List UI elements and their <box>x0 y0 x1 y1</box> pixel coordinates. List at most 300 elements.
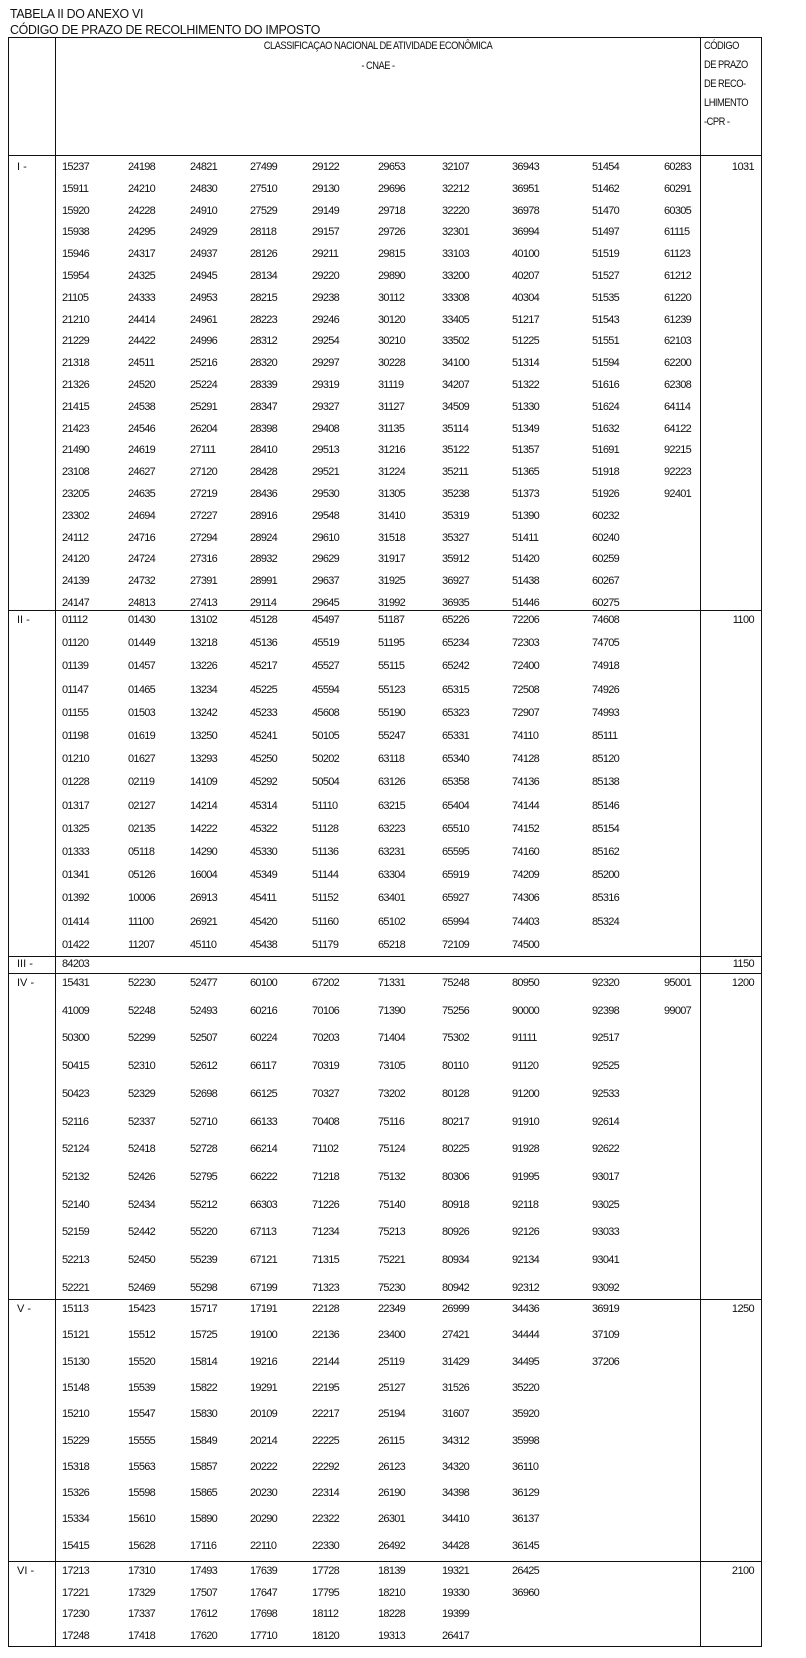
cnae-code: 20109 <box>250 1408 278 1421</box>
cnae-code: 60267 <box>592 575 620 588</box>
cnae-code: 92525 <box>592 1060 620 1073</box>
cpr-header-line: LHIMENTO <box>704 97 749 109</box>
cnae-code: 31410 <box>378 509 406 522</box>
cnae-code: 74926 <box>592 683 620 696</box>
cnae-code: 51691 <box>592 444 620 457</box>
cnae-code: 24813 <box>128 597 156 609</box>
cnae-code: 29297 <box>312 357 340 370</box>
cnae-code: 29246 <box>312 313 340 326</box>
cnae-code: 29130 <box>312 182 340 195</box>
cnae-code: 24635 <box>128 488 156 500</box>
group-divider <box>8 973 762 974</box>
cnae-code: 24996 <box>190 335 218 348</box>
cnae-code: 74136 <box>512 776 540 789</box>
cnae-code: 24724 <box>128 553 156 566</box>
cnae-code: 28436 <box>250 488 278 500</box>
cnae-code: 17493 <box>190 1565 218 1577</box>
cnae-code: 17191 <box>250 1303 278 1315</box>
group-label: III - <box>17 958 33 970</box>
cnae-code: 65226 <box>442 614 470 626</box>
cnae-code: 29211 <box>312 248 339 261</box>
cnae-code: 36129 <box>512 1487 540 1500</box>
cnae-code: 92118 <box>512 1198 539 1211</box>
cnae-code: 73202 <box>378 1087 406 1100</box>
cnae-code: 75213 <box>378 1226 406 1239</box>
cnae-code: 36960 <box>512 1586 540 1599</box>
cnae-code: 30228 <box>378 357 406 370</box>
cnae-code: 51438 <box>512 575 540 588</box>
cnae-code: 72303 <box>512 637 540 650</box>
cnae-code: 27294 <box>190 531 218 544</box>
cnae-code: 29513 <box>312 444 340 457</box>
cnae-code: 51543 <box>592 313 620 326</box>
cnae-code: 60232 <box>592 509 620 522</box>
cnae-code: 15547 <box>128 1408 156 1421</box>
cnae-code: 92622 <box>592 1143 620 1156</box>
cnae-code: 41009 <box>62 1004 90 1017</box>
cnae-code: 51411 <box>512 531 539 544</box>
cnae-code: 65102 <box>378 915 406 928</box>
cnae-code: 29408 <box>312 422 340 435</box>
cnae-code: 35327 <box>442 531 470 544</box>
cnae-code: 18112 <box>312 1608 339 1621</box>
cnae-code: 29610 <box>312 531 340 544</box>
cpr-code: 2100 <box>731 1565 754 1577</box>
cnae-code: 28347 <box>250 400 278 413</box>
cnae-code: 60291 <box>664 182 692 195</box>
cnae-code: 24139 <box>62 575 90 588</box>
cnae-code: 45349 <box>250 869 278 882</box>
cnae-code: 65927 <box>442 892 470 905</box>
cnae-code: 52310 <box>128 1060 156 1073</box>
cnae-code: 52230 <box>128 977 156 989</box>
cnae-code: 66133 <box>250 1115 278 1128</box>
cnae-code: 51128 <box>312 822 339 835</box>
cnae-code: 17710 <box>250 1630 278 1643</box>
cnae-code: 74403 <box>512 915 540 928</box>
cnae-code: 01341 <box>62 869 90 882</box>
cnae-code: 65323 <box>442 706 470 719</box>
cnae-code: 71315 <box>312 1254 340 1266</box>
cnae-code: 51330 <box>512 400 540 413</box>
cnae-code: 62308 <box>664 379 692 391</box>
cnae-code: 84203 <box>62 958 90 970</box>
cnae-code: 35211 <box>442 466 469 479</box>
cnae-code: 92401 <box>664 488 692 500</box>
cnae-code: 92320 <box>592 977 620 989</box>
cnae-code: 92223 <box>664 466 692 479</box>
cnae-code: 27227 <box>190 509 218 522</box>
cnae-code: 52329 <box>128 1087 156 1100</box>
cnae-code: 25291 <box>190 400 218 413</box>
cnae-code: 15423 <box>128 1303 156 1315</box>
cnae-code: 23108 <box>62 466 90 479</box>
cnae-code: 52299 <box>128 1032 156 1045</box>
cnae-code: 91120 <box>512 1060 539 1073</box>
cnae-code: 36145 <box>512 1539 540 1552</box>
cnae-code: 29238 <box>312 291 340 304</box>
cnae-header: CLASSIFICAÇAO NACIONAL DE ATIVIDADE ECONÔMICA <box>263 40 493 52</box>
cnae-code: 61123 <box>664 248 691 261</box>
cnae-code: 65595 <box>442 846 470 858</box>
cnae-code: 17795 <box>312 1586 340 1599</box>
cnae-code: 18228 <box>378 1608 406 1621</box>
cnae-code: 15229 <box>62 1434 90 1447</box>
cnae-code: 31135 <box>378 422 405 435</box>
cnae-code: 52213 <box>62 1254 90 1266</box>
cnae-code: 67202 <box>312 977 340 989</box>
cnae-code: 01449 <box>128 637 156 650</box>
cnae-code: 22136 <box>312 1329 340 1342</box>
cpr-column-divider <box>700 37 701 1647</box>
cnae-code: 74608 <box>592 614 620 626</box>
cnae-code: 15326 <box>62 1487 90 1500</box>
cnae-code: 37206 <box>592 1355 620 1368</box>
cnae-code: 01392 <box>62 892 90 905</box>
cnae-code: 28932 <box>250 553 278 566</box>
cnae-code: 71404 <box>378 1032 406 1045</box>
cnae-code: 65994 <box>442 915 470 928</box>
cnae-code: 52221 <box>62 1281 90 1294</box>
cnae-code: 24538 <box>128 400 156 413</box>
cnae-code: 15890 <box>190 1513 218 1526</box>
cnae-code: 74128 <box>512 753 540 766</box>
cnae-code: 28428 <box>250 466 278 479</box>
cnae-code: 72400 <box>512 660 540 673</box>
cnae-code: 27219 <box>190 488 218 500</box>
cnae-code: 35920 <box>512 1408 540 1421</box>
cnae-code: 27529 <box>250 204 278 217</box>
cnae-code: 52612 <box>190 1060 218 1073</box>
cnae-code: 15865 <box>190 1487 218 1500</box>
cnae-code: 74306 <box>512 892 540 905</box>
cnae-code: 22128 <box>312 1303 340 1315</box>
cnae-code: 22292 <box>312 1460 340 1473</box>
cnae-code: 36978 <box>512 204 540 217</box>
cnae-code: 91200 <box>512 1087 540 1100</box>
cnae-code: 18139 <box>378 1565 406 1577</box>
cnae-code: 01457 <box>128 660 156 673</box>
cnae-code: 60224 <box>250 1032 278 1045</box>
cnae-code: 31429 <box>442 1355 470 1368</box>
cnae-code: 28223 <box>250 313 278 326</box>
cnae-code: 22349 <box>378 1303 406 1315</box>
cnae-code: 80926 <box>442 1226 470 1239</box>
cnae-code: 45217 <box>250 660 278 673</box>
cnae-code: 45438 <box>250 938 278 951</box>
cnae-code: 52442 <box>128 1226 156 1239</box>
cnae-code: 26115 <box>378 1434 405 1447</box>
cnae-code: 52698 <box>190 1087 218 1100</box>
cnae-code: 14214 <box>190 799 218 812</box>
cnae-code: 52159 <box>62 1226 90 1239</box>
cnae-code: 27120 <box>190 466 218 479</box>
cnae-code: 34444 <box>512 1329 540 1342</box>
cnae-code: 35238 <box>442 488 470 500</box>
cnae-code: 20230 <box>250 1487 278 1500</box>
cnae-code: 29220 <box>312 270 340 282</box>
cnae-code: 67121 <box>250 1254 278 1266</box>
cnae-code: 65234 <box>442 637 470 650</box>
cnae-code: 15814 <box>190 1355 218 1368</box>
cnae-code: 15318 <box>62 1460 90 1473</box>
table-subtitle: CÓDIGO DE PRAZO DE RECOLHIMENTO DO IMPOSTO <box>10 22 321 37</box>
cnae-code: 13218 <box>190 637 218 650</box>
cnae-code: 45250 <box>250 753 278 766</box>
cnae-code: 27421 <box>442 1329 470 1342</box>
cnae-code: 51527 <box>592 270 620 282</box>
cnae-code: 22195 <box>312 1381 340 1394</box>
cnae-code: 45519 <box>312 637 340 650</box>
cnae-code: 25127 <box>378 1381 406 1394</box>
cnae-code: 45233 <box>250 706 278 719</box>
cnae-code: 60100 <box>250 977 278 989</box>
cnae-code: 51349 <box>512 422 540 435</box>
cnae-code: 55190 <box>378 706 406 719</box>
cnae-code: 80934 <box>442 1254 470 1266</box>
cnae-code: 30112 <box>378 291 405 304</box>
cnae-code: 80128 <box>442 1087 470 1100</box>
cnae-code: 01333 <box>62 846 90 858</box>
cnae-code: 93025 <box>592 1198 620 1211</box>
cnae-code: 15717 <box>190 1303 218 1315</box>
cnae-code: 35319 <box>442 509 470 522</box>
cnae-code: 15946 <box>62 248 90 261</box>
cnae-code: 93033 <box>592 1226 620 1239</box>
cnae-code: 28134 <box>250 270 278 282</box>
cnae-code: 45241 <box>250 730 278 742</box>
cnae-code: 51217 <box>512 313 540 326</box>
cnae-code: 45594 <box>312 683 340 696</box>
cnae-code: 21210 <box>62 313 90 326</box>
cnae-code: 70319 <box>312 1060 340 1073</box>
cnae-code: 51624 <box>592 400 620 413</box>
cnae-code: 22225 <box>312 1434 340 1447</box>
cnae-code: 17337 <box>128 1608 156 1621</box>
cnae-code: 15830 <box>190 1408 218 1421</box>
cnae-code: 45314 <box>250 799 278 812</box>
cnae-code: 17230 <box>62 1608 90 1621</box>
cnae-code: 31305 <box>378 488 406 500</box>
cnae-code: 13226 <box>190 660 218 673</box>
cnae-code: 15822 <box>190 1381 218 1394</box>
cnae-code: 21229 <box>62 335 90 348</box>
cnae-code: 26999 <box>442 1303 470 1315</box>
cnae-code: 19399 <box>442 1608 470 1621</box>
cnae-code: 52116 <box>62 1115 89 1128</box>
cnae-code: 34398 <box>442 1487 470 1500</box>
cnae-code: 24520 <box>128 379 156 391</box>
cnae-code: 24937 <box>190 248 218 261</box>
cnae-code: 27316 <box>190 553 218 566</box>
cnae-code: 13242 <box>190 706 218 719</box>
cnae-code: 30120 <box>378 313 406 326</box>
group-divider <box>8 155 762 156</box>
cnae-code: 29696 <box>378 182 406 195</box>
table-title: TABELA II DO ANEXO VI <box>10 6 144 21</box>
cnae-code: 71390 <box>378 1004 406 1017</box>
cnae-code: 61115 <box>664 226 690 239</box>
cnae-code: 13293 <box>190 753 218 766</box>
cnae-code: 63215 <box>378 799 406 812</box>
cnae-code: 51365 <box>512 466 540 479</box>
cnae-code: 15237 <box>62 161 90 173</box>
cnae-code: 15415 <box>62 1539 90 1552</box>
cnae-code: 11100 <box>128 915 154 928</box>
cnae-code: 17507 <box>190 1586 218 1599</box>
cnae-code: 31607 <box>442 1408 470 1421</box>
cnae-code: 25194 <box>378 1408 406 1421</box>
cnae-code: 75124 <box>378 1143 406 1156</box>
cnae-code: 29149 <box>312 204 340 217</box>
cnae-code: 29718 <box>378 204 406 217</box>
cnae-code: 92517 <box>592 1032 620 1045</box>
cnae-code: 33103 <box>442 248 470 261</box>
cnae-code: 85111 <box>592 730 618 742</box>
cnae-code: 74209 <box>512 869 540 882</box>
cnae-code: 45292 <box>250 776 278 789</box>
cnae-code: 74705 <box>592 637 620 650</box>
cnae-code: 15954 <box>62 270 90 282</box>
cnae-code: 28320 <box>250 357 278 370</box>
cnae-code: 27510 <box>250 182 278 195</box>
cnae-code: 92134 <box>512 1254 540 1266</box>
cnae-code: 21415 <box>62 400 90 413</box>
cnae-code: 71234 <box>312 1226 340 1239</box>
cnae-code: 67113 <box>250 1226 277 1239</box>
cnae-code: 63126 <box>378 776 406 789</box>
group-label: II - <box>17 614 30 626</box>
cnae-code: 63118 <box>378 753 405 766</box>
cnae-code: 65510 <box>442 822 470 835</box>
cnae-code: 60275 <box>592 597 620 609</box>
cnae-code: 29645 <box>312 597 340 609</box>
cnae-code: 28215 <box>250 291 278 304</box>
cnae-code: 29637 <box>312 575 340 588</box>
cnae-code: 21490 <box>62 444 90 457</box>
cnae-code: 33405 <box>442 313 470 326</box>
cnae-code: 20222 <box>250 1460 278 1473</box>
cnae-code: 28410 <box>250 444 278 457</box>
cnae-code: 20290 <box>250 1513 278 1526</box>
cnae-code: 32107 <box>442 161 470 173</box>
cnae-code: 01619 <box>128 730 156 742</box>
cnae-code: 51136 <box>312 846 339 858</box>
cnae-code: 24325 <box>128 270 156 282</box>
cnae-code: 52248 <box>128 1004 156 1017</box>
cnae-code: 51632 <box>592 422 620 435</box>
cnae-code: 31526 <box>442 1381 470 1394</box>
cnae-code: 29653 <box>378 161 406 173</box>
cnae-code: 16004 <box>190 869 218 882</box>
cnae-code: 22144 <box>312 1355 340 1368</box>
cnae-code: 05126 <box>128 869 156 882</box>
cnae-code: 13102 <box>190 614 218 626</box>
cnae-code: 62200 <box>664 357 692 370</box>
cnae-code: 52728 <box>190 1143 218 1156</box>
cnae-code: 55239 <box>190 1254 218 1266</box>
cnae-code: 18120 <box>312 1630 340 1643</box>
cnae-code: 70408 <box>312 1115 340 1128</box>
cnae-code: 15857 <box>190 1460 218 1473</box>
cnae-code: 71218 <box>312 1170 340 1183</box>
cnae-code: 29157 <box>312 226 340 239</box>
cnae-code: 45136 <box>250 637 278 650</box>
cnae-code: 17612 <box>190 1608 218 1621</box>
cnae-code: 85324 <box>592 915 620 928</box>
cnae-code: 40100 <box>512 248 540 261</box>
cnae-code: 52132 <box>62 1170 90 1183</box>
cnae-code: 80110 <box>442 1060 469 1073</box>
cnae-code: 51616 <box>592 379 620 391</box>
cnae-code: 24627 <box>128 466 156 479</box>
cnae-code: 72907 <box>512 706 540 719</box>
cnae-code: 64114 <box>664 400 691 413</box>
cnae-code: 65331 <box>442 730 470 742</box>
cnae-code: 22217 <box>312 1408 340 1421</box>
cnae-code: 51322 <box>512 379 540 391</box>
cnae-code: 55298 <box>190 1281 218 1294</box>
cnae-code: 17418 <box>128 1630 156 1643</box>
cnae-code: 13250 <box>190 730 218 742</box>
cnae-code: 51225 <box>512 335 540 348</box>
cnae-code: 19216 <box>250 1355 278 1368</box>
cnae-code: 45110 <box>190 938 217 951</box>
cnae-code: 24422 <box>128 335 156 348</box>
cnae-code: 50105 <box>312 730 340 742</box>
cnae-code: 15911 <box>62 182 89 195</box>
cnae-code: 01112 <box>62 614 88 626</box>
cnae-code: 91995 <box>512 1170 540 1183</box>
cnae-code: 45420 <box>250 915 278 928</box>
cnae-code: 19100 <box>250 1329 278 1342</box>
cpr-code: 1150 <box>732 958 754 970</box>
cnae-code: 17639 <box>250 1565 278 1577</box>
cnae-code: 13234 <box>190 683 218 696</box>
cnae-code: 17329 <box>128 1586 156 1599</box>
cnae-code: 51390 <box>512 509 540 522</box>
cnae-code: 31224 <box>378 466 406 479</box>
cnae-code: 17213 <box>62 1565 90 1577</box>
cnae-code: 34428 <box>442 1539 470 1552</box>
cnae-code: 05118 <box>128 846 155 858</box>
cnae-code: 25119 <box>378 1355 405 1368</box>
cpr-header-line: CÓDIGO <box>704 40 739 52</box>
cnae-code: 15431 <box>62 977 90 989</box>
cnae-code: 34436 <box>512 1303 540 1315</box>
cnae-code: 33502 <box>442 335 470 348</box>
cnae-code: 51535 <box>592 291 620 304</box>
cnae-code: 31127 <box>378 400 405 413</box>
cnae-code: 51551 <box>592 335 620 348</box>
cnae-code: 01198 <box>62 730 89 742</box>
cnae-code: 34410 <box>442 1513 470 1526</box>
cnae-code: 40304 <box>512 291 540 304</box>
cnae-code: 28312 <box>250 335 278 348</box>
cnae-code: 29530 <box>312 488 340 500</box>
cnae-code: 90000 <box>512 1004 540 1017</box>
cnae-code: 36935 <box>442 597 470 609</box>
cnae-code: 65218 <box>378 938 406 951</box>
cnae-code: 36927 <box>442 575 470 588</box>
cnae-code: 52140 <box>62 1198 90 1211</box>
cnae-code: 28398 <box>250 422 278 435</box>
cnae-code: 92312 <box>512 1281 540 1294</box>
group-label: IV - <box>17 977 35 989</box>
cnae-code: 15849 <box>190 1434 218 1447</box>
cnae-code: 24821 <box>190 161 218 173</box>
cnae-code: 34495 <box>512 1355 540 1368</box>
